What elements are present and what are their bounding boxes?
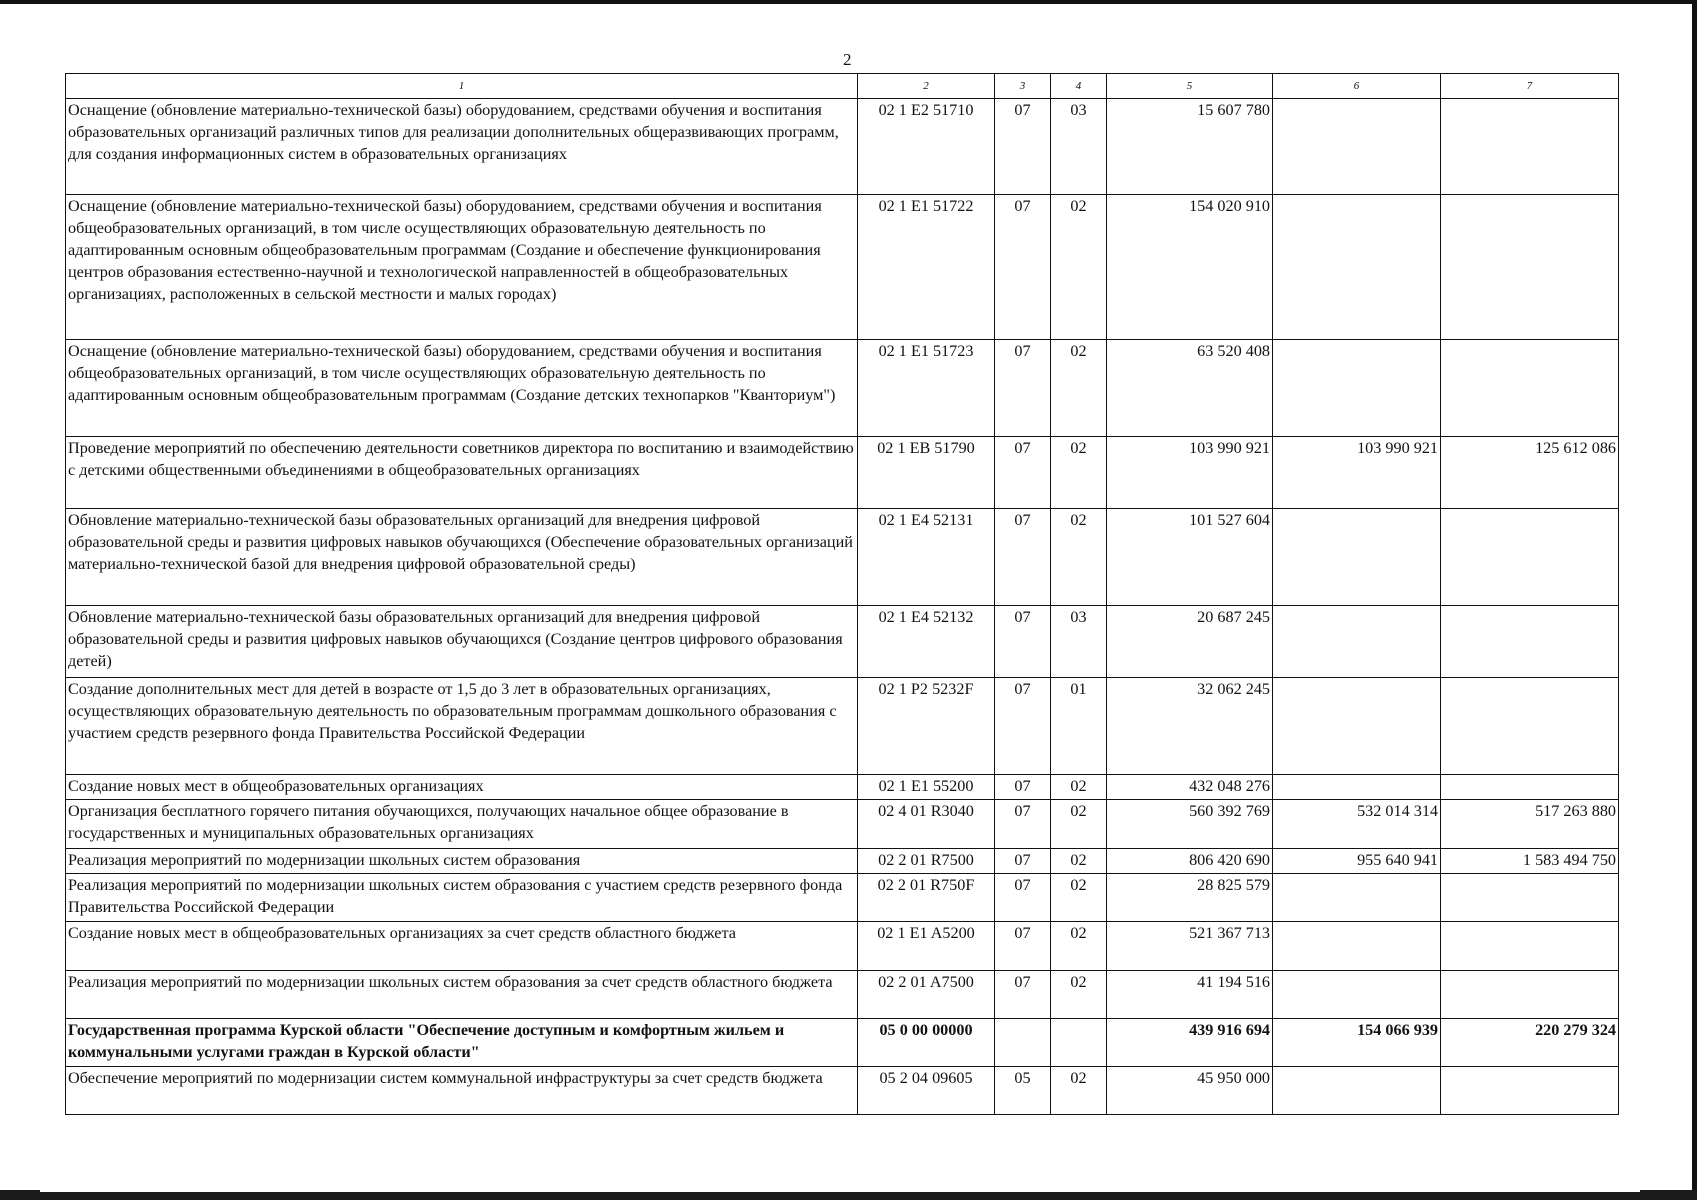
- row-value-7: [1441, 195, 1619, 340]
- row-value-6: [1273, 678, 1441, 775]
- row-code: 02 1 EB 51790: [858, 437, 995, 509]
- row-value-7: [1441, 971, 1619, 1019]
- row-section: 07: [995, 775, 1051, 800]
- row-value-7: [1441, 1067, 1619, 1115]
- row-value-7: [1441, 874, 1619, 922]
- scan-edge-right: [1692, 0, 1697, 1200]
- row-value-6: [1273, 195, 1441, 340]
- row-code: 02 1 P2 5232F: [858, 678, 995, 775]
- row-subsection: 02: [1051, 195, 1107, 340]
- table-row: [66, 849, 1619, 874]
- row-subsection: 02: [1051, 775, 1107, 800]
- row-value-5: 521 367 713: [1107, 922, 1273, 971]
- row-value-7: [1441, 678, 1619, 775]
- row-subsection: 03: [1051, 99, 1107, 195]
- row-subsection: 02: [1051, 922, 1107, 971]
- row-section: 07: [995, 195, 1051, 340]
- row-name: Оснащение (обновление материально-технической базы) оборудованием, средствами обучения и воспитания общеобразовательных организаций, в том числе осуществляющих образовательную деятельность по адаптированным основным общеобразовательным программам (Создание и обеспечение функционирования центров образования естественно-научной и технологической направленностей в общеобразовательных организациях, расположенных в сельской местности и малых городах): [66, 195, 858, 340]
- row-name: Реализация мероприятий по модернизации школьных систем образования за счет средств областного бюджета: [66, 971, 858, 1019]
- column-header-2: 2: [858, 74, 995, 99]
- row-section: 07: [995, 922, 1051, 971]
- row-value-6: [1273, 509, 1441, 606]
- row-value-7: 1 583 494 750: [1441, 849, 1619, 874]
- row-value-5: 15 607 780: [1107, 99, 1273, 195]
- row-code: 02 1 E2 51710: [858, 99, 995, 195]
- row-value-6: [1273, 1067, 1441, 1115]
- row-name: Реализация мероприятий по модернизации школьных систем образования с участием средств резервного фонда Правительства Российской Федерации: [66, 874, 858, 922]
- row-code: 02 1 E4 52132: [858, 606, 995, 678]
- row-code: 05 2 04 09605: [858, 1067, 995, 1115]
- row-name: Реализация мероприятий по модернизации школьных систем образования: [66, 849, 858, 874]
- row-value-7: 125 612 086: [1441, 437, 1619, 509]
- row-subsection: 01: [1051, 678, 1107, 775]
- row-name: Обеспечение мероприятий по модернизации систем коммунальной инфраструктуры за счет средств бюджета: [66, 1067, 858, 1115]
- row-subsection: 02: [1051, 800, 1107, 849]
- row-code: 02 1 E4 52131: [858, 509, 995, 606]
- row-subsection: 03: [1051, 606, 1107, 678]
- row-value-7: [1441, 606, 1619, 678]
- table-row: [66, 800, 1619, 849]
- row-value-6: 955 640 941: [1273, 849, 1441, 874]
- row-value-6: [1273, 606, 1441, 678]
- row-value-7: 220 279 324: [1441, 1019, 1619, 1067]
- table-row: [66, 775, 1619, 800]
- row-value-5: 154 020 910: [1107, 195, 1273, 340]
- row-value-7: [1441, 509, 1619, 606]
- row-code: 02 1 E1 55200: [858, 775, 995, 800]
- table-row: [66, 509, 1619, 606]
- table-row: [66, 99, 1619, 195]
- table-row: [66, 1067, 1619, 1115]
- row-value-6: [1273, 922, 1441, 971]
- row-subsection: 02: [1051, 849, 1107, 874]
- row-value-5: 20 687 245: [1107, 606, 1273, 678]
- row-value-5: 45 950 000: [1107, 1067, 1273, 1115]
- row-subsection: 02: [1051, 509, 1107, 606]
- row-value-7: [1441, 922, 1619, 971]
- row-value-6: [1273, 971, 1441, 1019]
- row-subsection: 02: [1051, 340, 1107, 437]
- table-row: [66, 340, 1619, 437]
- row-code: 02 2 01 R750F: [858, 874, 995, 922]
- row-subsection: 02: [1051, 971, 1107, 1019]
- table-row-program-total: [66, 1019, 1619, 1067]
- row-code: 02 1 E1 51722: [858, 195, 995, 340]
- row-value-6: [1273, 874, 1441, 922]
- row-section: 07: [995, 99, 1051, 195]
- row-name: Проведение мероприятий по обеспечению деятельности советников директора по воспитанию и взаимодействию с детскими общественными объединениями в общеобразовательных организациях: [66, 437, 858, 509]
- row-section: 07: [995, 340, 1051, 437]
- row-value-7: [1441, 340, 1619, 437]
- row-subsection: 02: [1051, 1067, 1107, 1115]
- row-name: Создание дополнительных мест для детей в возрасте от 1,5 до 3 лет в образовательных организациях, осуществляющих образовательную деятельность по образовательным программам дошкольного образования с участием средств резервного фонда Правительства Российской Федерации: [66, 678, 858, 775]
- row-value-6: [1273, 775, 1441, 800]
- row-value-6: [1273, 340, 1441, 437]
- row-name: Государственная программа Курской области "Обеспечение доступным и комфортным жильем и коммунальными услугами граждан в Курской области": [66, 1019, 858, 1067]
- table-row: [66, 678, 1619, 775]
- row-value-5: 806 420 690: [1107, 849, 1273, 874]
- row-subsection: [1051, 1019, 1107, 1067]
- row-section: 07: [995, 874, 1051, 922]
- scan-edge-top: [0, 0, 1697, 4]
- row-value-5: 101 527 604: [1107, 509, 1273, 606]
- table-row: [66, 971, 1619, 1019]
- row-value-6: 103 990 921: [1273, 437, 1441, 509]
- row-value-5: 432 048 276: [1107, 775, 1273, 800]
- row-value-7: [1441, 99, 1619, 195]
- row-value-5: 560 392 769: [1107, 800, 1273, 849]
- row-name: Обновление материально-технической базы образовательных организаций для внедрения цифровой образовательной среды и развития цифровых навыков обучающихся (Обеспечение образовательных организаций материально-технической базой для внедрения цифровой образовательной среды): [66, 509, 858, 606]
- row-value-7: [1441, 775, 1619, 800]
- row-section: 07: [995, 509, 1051, 606]
- row-value-6: [1273, 99, 1441, 195]
- row-value-5: 41 194 516: [1107, 971, 1273, 1019]
- budget-table: [65, 73, 1619, 1115]
- row-value-6: 154 066 939: [1273, 1019, 1441, 1067]
- row-name: Оснащение (обновление материально-технической базы) оборудованием, средствами обучения и воспитания общеобразовательных организаций, в том числе осуществляющих образовательную деятельность по адаптированным основным общеобразовательным программам (Создание детских технопарков "Кванториум"): [66, 340, 858, 437]
- row-section: 07: [995, 849, 1051, 874]
- table-row: [66, 606, 1619, 678]
- row-section: [995, 1019, 1051, 1067]
- table-row: [66, 874, 1619, 922]
- row-code: 02 2 01 R7500: [858, 849, 995, 874]
- row-name: Организация бесплатного горячего питания обучающихся, получающих начальное общее образование в государственных и муниципальных образовательных организациях: [66, 800, 858, 849]
- row-code: 02 2 01 A7500: [858, 971, 995, 1019]
- row-value-5: 28 825 579: [1107, 874, 1273, 922]
- column-header-1: 1: [66, 74, 858, 99]
- column-header-3: 3: [995, 74, 1051, 99]
- row-value-5: 103 990 921: [1107, 437, 1273, 509]
- column-header-6: 6: [1273, 74, 1441, 99]
- row-section: 05: [995, 1067, 1051, 1115]
- column-header-4: 4: [1051, 74, 1107, 99]
- table-row: [66, 437, 1619, 509]
- table-row: [66, 922, 1619, 971]
- row-value-5: 63 520 408: [1107, 340, 1273, 437]
- row-value-5: 439 916 694: [1107, 1019, 1273, 1067]
- row-name: Оснащение (обновление материально-технической базы) оборудованием, средствами обучения и воспитания образовательных организаций различных типов для реализации дополнительных общеразвивающих программ, для создания информационных систем в образовательных организациях: [66, 99, 858, 195]
- row-code: 02 1 E1 A5200: [858, 922, 995, 971]
- row-code: 02 1 E1 51723: [858, 340, 995, 437]
- table-header-row: [66, 74, 1619, 99]
- row-code: 05 0 00 00000: [858, 1019, 995, 1067]
- row-name: Обновление материально-технической базы образовательных организаций для внедрения цифровой образовательной среды и развития цифровых навыков обучающихся (Создание центров цифрового образования детей): [66, 606, 858, 678]
- row-section: 07: [995, 437, 1051, 509]
- row-code: 02 4 01 R3040: [858, 800, 995, 849]
- row-name: Создание новых мест в общеобразовательных организациях за счет средств областного бюджета: [66, 922, 858, 971]
- row-value-6: 532 014 314: [1273, 800, 1441, 849]
- column-header-5: 5: [1107, 74, 1273, 99]
- page-number: 2: [843, 50, 852, 69]
- column-header-7: 7: [1441, 74, 1619, 99]
- row-section: 07: [995, 800, 1051, 849]
- row-section: 07: [995, 606, 1051, 678]
- row-name: Создание новых мест в общеобразовательных организациях: [66, 775, 858, 800]
- row-subsection: 02: [1051, 437, 1107, 509]
- scan-edge-gap: [40, 1189, 1640, 1192]
- row-value-7: 517 263 880: [1441, 800, 1619, 849]
- row-section: 07: [995, 971, 1051, 1019]
- table-row: [66, 195, 1619, 340]
- row-value-5: 32 062 245: [1107, 678, 1273, 775]
- row-subsection: 02: [1051, 874, 1107, 922]
- row-section: 07: [995, 678, 1051, 775]
